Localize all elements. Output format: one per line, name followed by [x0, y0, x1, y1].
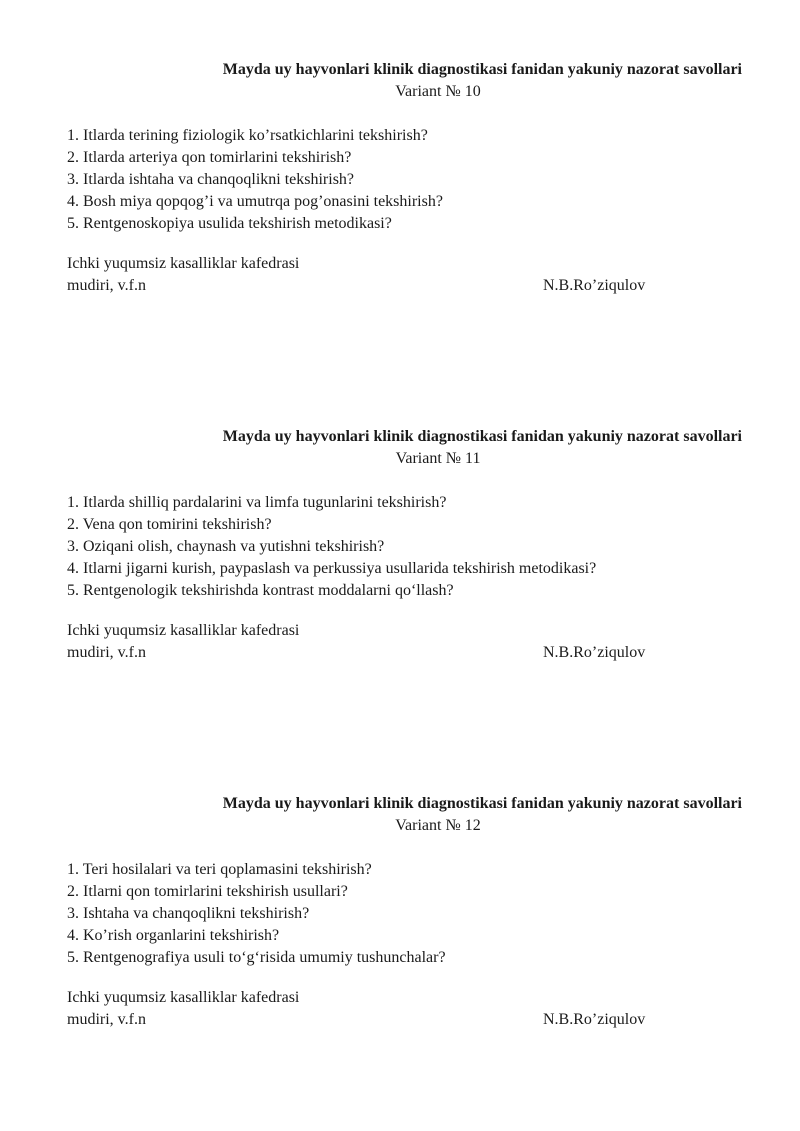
department-name: Ichki yuqumsiz kasalliklar kafedrasi — [67, 255, 300, 272]
department-name: Ichki yuqumsiz kasalliklar kafedrasi — [67, 989, 300, 1006]
question-item: 4. Ko’rish organlarini tekshirish? — [67, 927, 280, 944]
question-item: 5. Rentgenologik tekshirishda kontrast moddalarni qo‘llash? — [67, 582, 454, 599]
signer-name: N.B.Ro’ziqulov — [543, 1011, 646, 1028]
question-list — [67, 859, 446, 969]
question-item: 3. Ishtaha va chanqoqlikni tekshirish? — [67, 905, 310, 922]
signer-name: N.B.Ro’ziqulov — [543, 644, 646, 661]
department-name: Ichki yuqumsiz kasalliklar kafedrasi — [67, 622, 300, 639]
question-item: 4. Itlarni jigarni kurish, paypaslash va perkussiya usullarida tekshirish metodikasi? — [67, 560, 597, 577]
question-item: 2. Vena qon tomirini tekshirish? — [67, 516, 272, 533]
question-list — [67, 125, 443, 235]
variant-title: Mayda uy hayvonlari klinik diagnostikasi fanidan yakuniy nazorat savollari — [222, 795, 742, 812]
signer-position: mudiri, v.f.n — [67, 644, 146, 661]
question-item: 2. Itlarda arteriya qon tomirlarini tekshirish? — [67, 149, 352, 166]
question-item: 3. Oziqani olish, chaynash va yutishni tekshirish? — [67, 538, 385, 555]
question-item: 5. Rentgenoskopiya usulida tekshirish metodikasi? — [67, 215, 392, 232]
question-item: 1. Itlarda shilliq pardalarini va limfa tugunlarini tekshirish? — [67, 494, 447, 511]
variant-number: Variant № 10 — [395, 83, 481, 100]
question-item: 3. Itlarda ishtaha va chanqoqlikni tekshirish? — [67, 171, 355, 188]
question-item: 1. Teri hosilalari va teri qoplamasini tekshirish? — [67, 861, 372, 878]
signer-position: mudiri, v.f.n — [67, 1011, 146, 1028]
variant-title: Mayda uy hayvonlari klinik diagnostikasi fanidan yakuniy nazorat savollari — [222, 428, 742, 445]
question-item: 1. Itlarda terining fiziologik ko’rsatkichlarini tekshirish? — [67, 127, 428, 144]
question-item: 5. Rentgenografiya usuli to‘g‘risida umumiy tushunchalar? — [67, 949, 446, 966]
question-list — [67, 492, 596, 602]
variant-number: Variant № 12 — [395, 817, 481, 834]
signer-position: mudiri, v.f.n — [67, 277, 146, 294]
variant-number: Variant № 11 — [395, 450, 481, 467]
question-item: 4. Bosh miya qopqog’i va umutrqa pog’onasini tekshirish? — [67, 193, 443, 210]
question-item: 2. Itlarni qon tomirlarini tekshirish usullari? — [67, 883, 348, 900]
signer-name: N.B.Ro’ziqulov — [543, 277, 646, 294]
variant-title: Mayda uy hayvonlari klinik diagnostikasi fanidan yakuniy nazorat savollari — [222, 61, 742, 78]
